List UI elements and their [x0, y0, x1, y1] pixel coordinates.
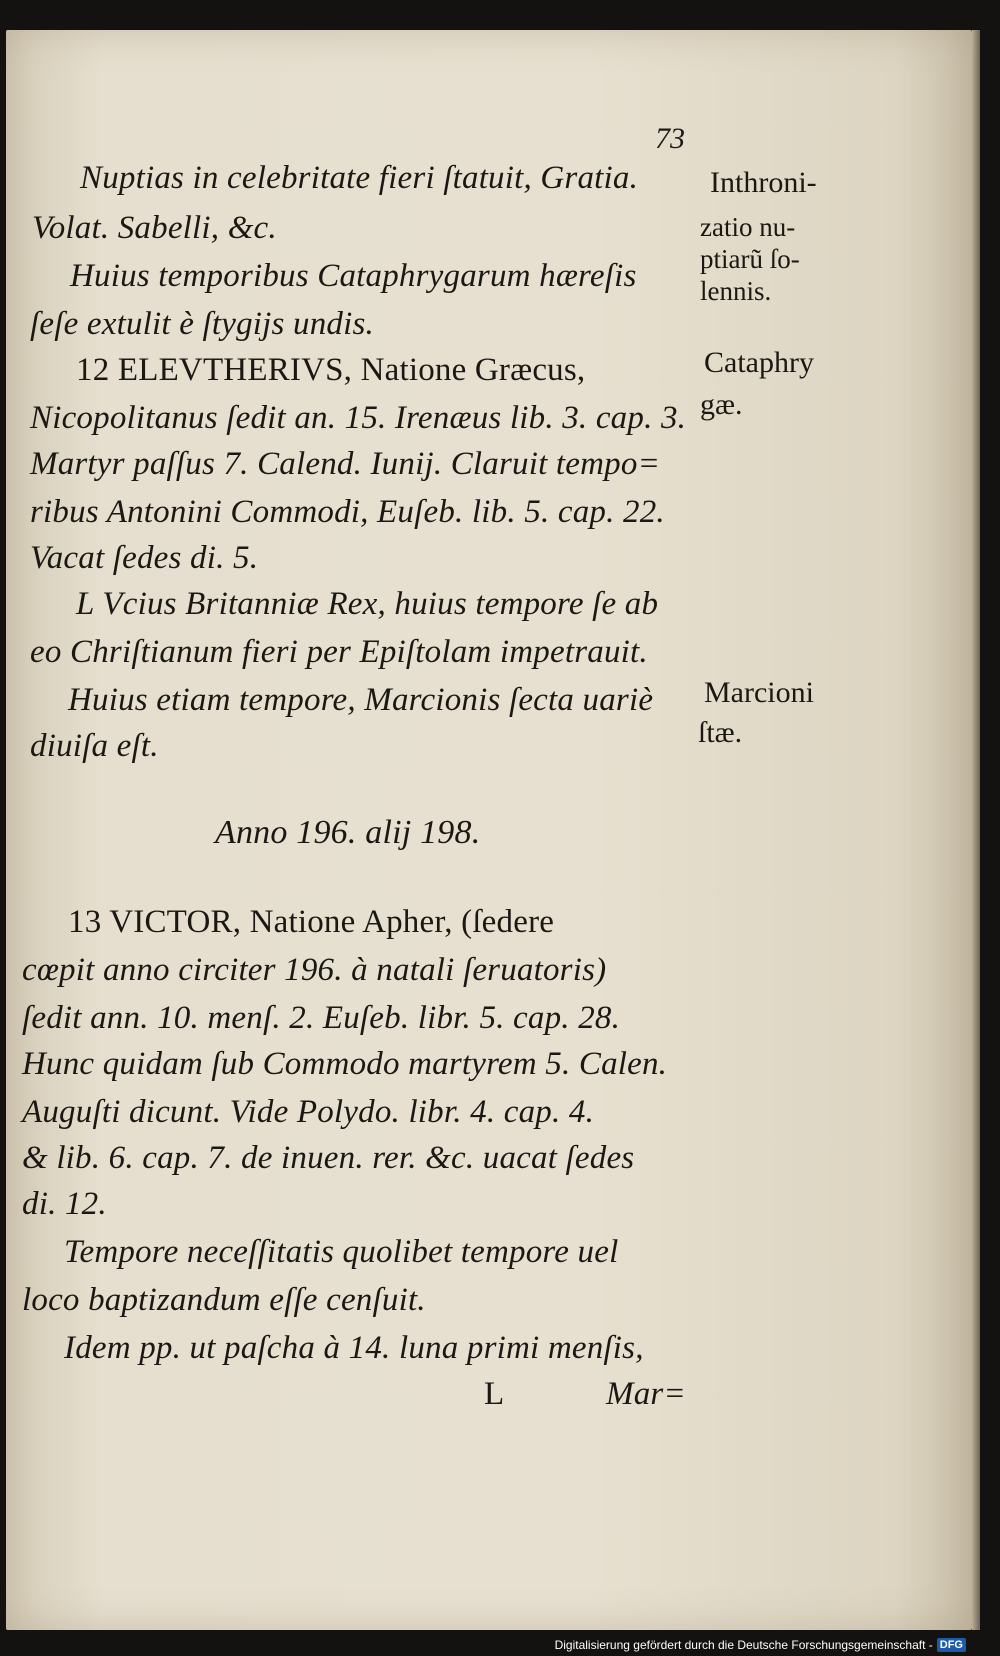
dfg-logo: DFG	[937, 1638, 966, 1652]
marginal-note: ſtæ.	[698, 716, 743, 749]
marginal-note: zatio nu-	[700, 212, 796, 242]
body-line: Volat. Sabelli, &c.	[32, 210, 277, 246]
body-line: ribus Antonini Commodi, Euſeb. lib. 5. cap. 22.	[30, 494, 665, 530]
body-line: L Vcius Britanniæ Rex, huius tempore ſe ab	[76, 586, 659, 622]
body-line: eo Chriſtianum fieri per Epiſtolam impetrauit.	[30, 634, 648, 670]
body-line: loco baptizandum eſſe cenſuit.	[22, 1282, 426, 1318]
catchword: Mar=	[606, 1376, 686, 1412]
body-line: Nuptias in celebritate fieri ſtatuit, Gratia.	[80, 160, 639, 196]
body-line: Tempore neceſſitatis quolibet tempore uel	[64, 1234, 619, 1270]
body-line: ſedit ann. 10. menſ. 2. Euſeb. libr. 5. cap. 28.	[22, 1000, 621, 1036]
marginal-note: Marcioni	[704, 676, 814, 709]
body-line: Vacat ſedes di. 5.	[30, 540, 259, 576]
body-line: & lib. 6. cap. 7. de inuen. rer. &c. uacat ſedes	[22, 1140, 635, 1176]
body-line: diuiſa eſt.	[30, 728, 159, 764]
year-heading: Anno 196. alij 198.	[215, 814, 481, 851]
marginal-note: lennis.	[700, 276, 772, 306]
marginal-note: gæ.	[700, 388, 743, 421]
signature-mark: L	[484, 1376, 505, 1412]
body-line: Auguſti dicunt. Vide Polydo. libr. 4. cap. 4.	[22, 1094, 595, 1130]
credit-text: Digitalisierung gefördert durch die Deutsche Forschungsgemeinschaft -	[554, 1638, 933, 1652]
page-edge	[972, 30, 980, 1630]
body-line: Huius etiam tempore, Marcionis ſecta uariè	[68, 682, 654, 718]
body-line: Huius temporibus Cataphrygarum hæreſis	[70, 258, 637, 294]
body-line: Hunc quidam ſub Commodo martyrem 5. Calen.	[22, 1046, 668, 1082]
marginal-note: Cataphry	[704, 346, 814, 379]
body-line: Idem pp. ut paſcha à 14. luna primi menſis,	[64, 1330, 644, 1366]
body-line: ſeſe extulit è ſtygijs undis.	[30, 306, 374, 342]
digitization-credit	[555, 1638, 966, 1652]
body-line: cœpit anno circiter 196. à natali ſeruatoris)	[22, 952, 607, 988]
page-number: 73	[655, 122, 685, 155]
body-line: 12 ELEVTHERIVS, Natione Græcus,	[76, 352, 586, 388]
body-line: Nicopolitanus ſedit an. 15. Irenæus lib. 3. cap. 3.	[30, 400, 687, 436]
marginal-note: Inthroni-	[710, 166, 817, 199]
body-line: di. 12.	[22, 1186, 107, 1222]
marginal-note: ptiarũ ſo-	[700, 244, 800, 274]
body-line: 13 VICTOR, Natione Apher, (ſedere	[68, 904, 555, 940]
body-line: Martyr paſſus 7. Calend. Iunij. Claruit tempo=	[30, 446, 661, 482]
